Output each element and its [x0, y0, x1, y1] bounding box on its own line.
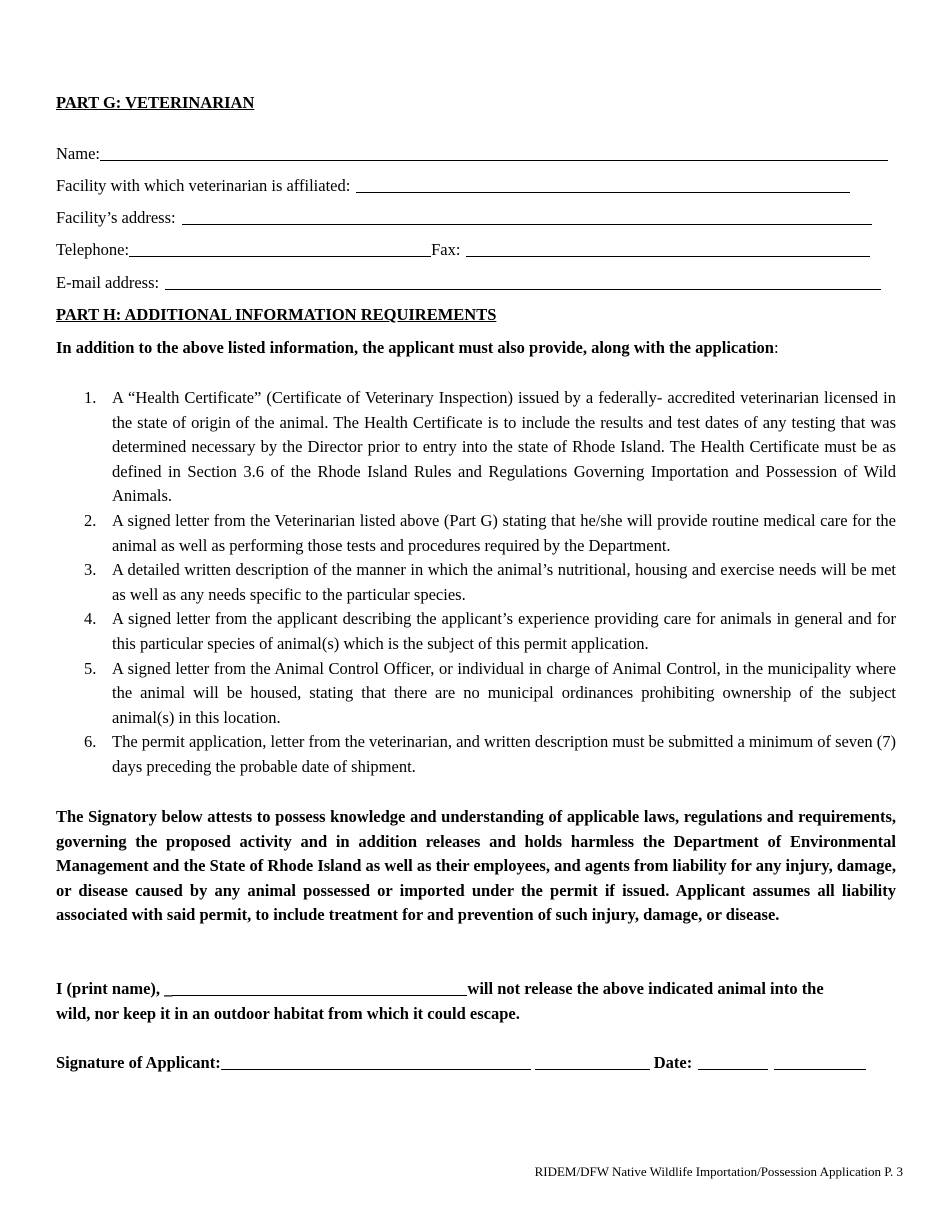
requirement-number: 2. — [84, 510, 97, 530]
requirement-text: A detailed written description of the manner in which the animal’s nutritional, housing and exercise needs will be met as well as any needs specific to the particular species. — [112, 560, 896, 604]
date-field[interactable] — [698, 1053, 768, 1070]
requirement-text: A signed letter from the applicant describing the applicant’s experience providing care for animals in general and for this particular species of animal(s) which is the subject of this permit application. — [112, 609, 896, 653]
vet-facility-field[interactable] — [356, 176, 850, 193]
requirement-text: The permit application, letter from the veterinarian, and written description must be submitted a minimum of seven (7) days preceding the probable date of shipment. — [112, 732, 896, 776]
requirement-text: A “Health Certificate” (Certificate of Veterinary Inspection) issued by a federally- accredited veterinarian licensed in the state of origin of the animal. The Health Certificate is to include the results and test dates of any testing that was determined necessary by the Director prior to entry into the state of Rhode Island. The Health Certificate must be as defined in Section 3.6 of the Rhode Island Rules and Regulations Governing Importation and Possession of Wild Animals. — [112, 388, 896, 506]
signatory-attestation: The Signatory below attests to possess knowledge and understanding of applicable laws, regulations and requirements, governing the proposed activity and in addition releases and holds harmless the Department of Environmental Management and the State of Rhode Island as well as their employees, and agents from liability for any injury, damage, or disease caused by any animal possessed or imported under the permit if issued. Applicant assumes all liability associated with said permit, to include treatment for and prevention of such injury, damage, or disease. — [56, 807, 896, 925]
vet-email-label: E-mail address: — [56, 273, 160, 292]
part-h-title: PART H: ADDITIONAL INFORMATION REQUIREMENTS — [56, 305, 497, 324]
date-field-extension[interactable] — [774, 1053, 866, 1070]
vet-fax-field[interactable] — [466, 240, 870, 257]
part-h-intro-colon: : — [773, 338, 779, 357]
requirement-item-6 — [56, 730, 896, 779]
print-name-row — [56, 979, 824, 999]
requirement-number: 3. — [84, 560, 97, 580]
vet-name-row — [56, 142, 888, 164]
requirements-list — [56, 386, 896, 780]
vet-address-field[interactable] — [182, 208, 872, 225]
vet-facility-label: Facility with which veterinarian is affiliated: — [56, 176, 351, 195]
part-g-title: PART G: VETERINARIAN — [56, 93, 255, 112]
requirement-item-3 — [56, 558, 896, 607]
requirement-number: 4. — [84, 609, 97, 629]
print-name-field[interactable] — [172, 979, 467, 996]
vet-telephone-label: Telephone: — [56, 240, 130, 259]
vet-name-label: Name: — [56, 144, 100, 163]
vet-facility-row — [56, 174, 850, 196]
print-name-statement: will not release the above indicated animal into the — [467, 979, 824, 998]
requirement-text: A signed letter from the Veterinarian listed above (Part G) stating that he/she will provide routine medical care for the animal as well as performing those tests and procedures required by the Department. — [112, 510, 896, 555]
requirement-number: 5. — [84, 658, 97, 678]
print-name-row-2 — [56, 1004, 520, 1024]
page-footer: RIDEM/DFW Native Wildlife Importation/Possession Application P. 3 — [534, 1164, 903, 1179]
signature-row — [56, 1053, 866, 1073]
vet-email-row — [56, 271, 881, 293]
requirement-item-4 — [56, 607, 896, 656]
signature-field[interactable] — [221, 1053, 531, 1070]
vet-address-row — [56, 206, 872, 228]
date-label: Date: — [653, 1053, 693, 1072]
vet-address-label: Facility’s address: — [56, 208, 176, 227]
vet-fax-label: Fax: — [431, 240, 461, 259]
requirement-item-2 — [56, 509, 896, 558]
requirement-item-5 — [56, 657, 896, 731]
print-name-label: I (print name), _ — [56, 979, 173, 998]
requirement-item-1 — [56, 386, 896, 509]
vet-name-field[interactable] — [100, 144, 888, 161]
requirement-number: 1. — [84, 388, 97, 407]
print-name-statement-line2: wild, nor keep it in an outdoor habitat from which it could escape. — [56, 1004, 520, 1023]
signature-label: Signature of Applicant: — [56, 1053, 221, 1072]
vet-email-field[interactable] — [165, 273, 881, 290]
signature-field-extension[interactable] — [535, 1053, 650, 1070]
vet-phone-row — [56, 238, 870, 260]
vet-telephone-field[interactable] — [129, 240, 431, 257]
part-h-intro — [56, 338, 896, 358]
part-h-intro-text: In addition to the above listed information, the applicant must also provide, along with the application — [56, 338, 774, 357]
requirement-number: 6. — [84, 732, 97, 752]
requirement-text: A signed letter from the Animal Control Officer, or individual in charge of Animal Control, in the municipality where the animal will be housed, stating that there are no municipal ordinances prohibiting ownership of the subject animal(s) in this location. — [112, 658, 896, 727]
